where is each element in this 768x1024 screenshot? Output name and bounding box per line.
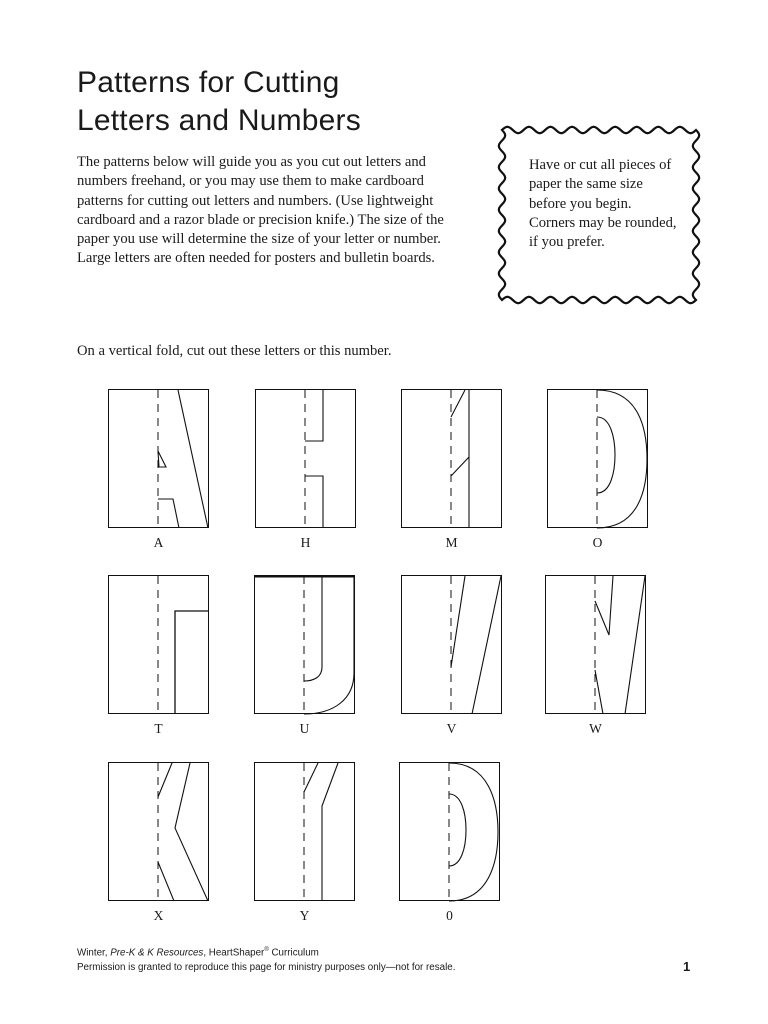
page-title-line-2: Letters and Numbers — [77, 104, 361, 137]
pattern-label-w: W — [589, 721, 602, 736]
footer-permission: Permission is granted to reproduce this page for ministry purposes only—not for resale. — [77, 962, 456, 974]
pattern-h — [255, 389, 356, 550]
note-text: Have or cut all pieces of paper the same size before you begin. Corners may be rounded, if you prefer. — [529, 157, 677, 251]
letter-w-pattern — [545, 575, 646, 715]
pattern-x — [108, 762, 209, 923]
letter-h-pattern — [255, 389, 356, 529]
pattern-zero — [399, 762, 500, 923]
letter-m-pattern — [401, 389, 502, 529]
pattern-label-h: H — [300, 535, 311, 550]
pattern-label-v: V — [446, 721, 457, 736]
pattern-label-o: O — [592, 535, 603, 550]
pattern-t — [108, 575, 209, 736]
letter-o-pattern — [547, 389, 648, 529]
letter-a-pattern — [108, 389, 209, 529]
page-title — [77, 64, 361, 140]
footer-credit — [77, 943, 455, 960]
pattern-u — [254, 575, 355, 736]
pattern-label-zero: 0 — [446, 908, 453, 923]
pattern-label-a: A — [153, 535, 164, 550]
pattern-label-t: T — [154, 721, 163, 736]
pattern-v — [401, 575, 502, 736]
pattern-label-u: U — [299, 721, 310, 736]
page-title-line-1: Patterns for Cutting — [77, 66, 340, 99]
letter-u-pattern — [254, 575, 355, 715]
note-box — [496, 124, 702, 306]
number-zero-pattern — [399, 762, 500, 902]
pattern-label-x: X — [153, 908, 164, 923]
letter-y-pattern — [254, 762, 355, 902]
letter-t-pattern — [108, 575, 209, 715]
instruction-text: On a vertical fold, cut out these letters or this number. — [77, 343, 392, 359]
intro-paragraph: The patterns below will guide you as you cut out letters and numbers freehand, or you may use them to make cardboard patterns for cutting out letters and numbers. (Use lightweight cardboard and a razor blade or precision knife.) The size of the paper you use will determine the size of your letter or number. Large letters are often needed for posters and bulletin boards. — [77, 154, 444, 267]
letter-x-pattern — [108, 762, 209, 902]
letter-v-pattern — [401, 575, 502, 715]
pattern-o — [547, 389, 648, 550]
pattern-label-m: M — [445, 535, 458, 550]
footer — [77, 943, 455, 975]
page-number: 1 — [683, 959, 691, 974]
footer-author: Winter, — [77, 947, 111, 959]
pattern-label-y: Y — [299, 908, 310, 923]
footer-book-title: Pre-K & K Resources — [110, 947, 204, 959]
pattern-a — [108, 389, 209, 550]
pattern-w — [545, 575, 646, 736]
footer-registered-mark: ® — [264, 947, 269, 953]
pattern-y — [254, 762, 355, 923]
footer-curriculum: , HeartShaper — [203, 947, 265, 959]
pattern-m — [401, 389, 502, 550]
footer-curriculum-suffix: Curriculum — [268, 947, 319, 959]
